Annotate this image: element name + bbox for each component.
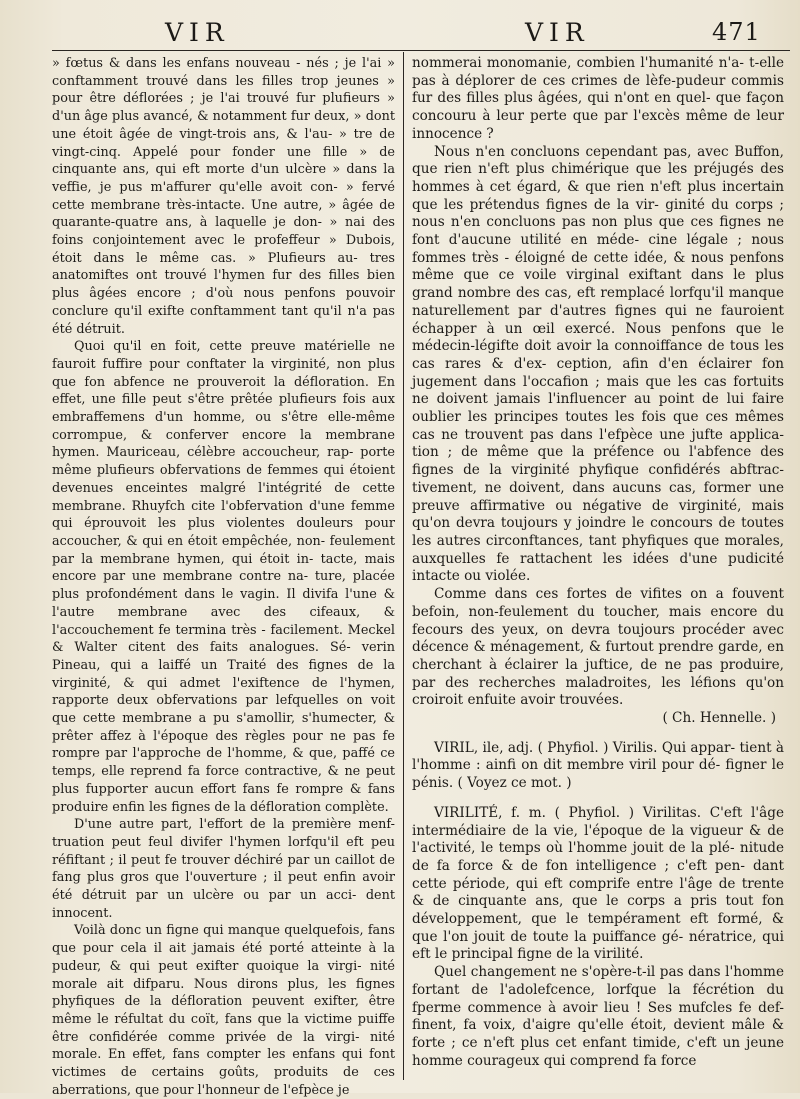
- left-paragraph-3: D'une autre part, l'effort de la première menf- truation peut feul divifer l'hymen lorfqu'il eft peu réfiftant ; il peut fe trouver déchiré par un caillot de fang plus gros que l'ouverture ; il peut enfin avoir été détruit par un ulcère ou par un acci- dent innocent.: [52, 817, 395, 921]
- right-paragraph-3: Comme dans ces fortes de vifites on a fouvent befoin, non-feulement du toucher, mais encore du fecours des yeux, on devra toujours procéder avec décence & ménagement, & furtout prendre garde, en cherchant à éclairer la juftice, de ne pas produire, par des recherches maladroites, les léfions qu'on croiroit enfuite avoir trouvées.: [412, 586, 784, 709]
- right-column: [412, 55, 784, 1070]
- running-head-left: VIR: [165, 18, 230, 47]
- right-paragraph-1: nommerai monomanie, combien l'humanité n'a- t-elle pas à déplorer de ces crimes de lèfe-pudeur commis fur des filles plus âgées, qui n'ont en quel- que façon concouru à leur perte que par l'excès même de leur innocence ?: [412, 55, 784, 142]
- right-paragraph-2: Nous n'en concluons cependant pas, avec Buffon, que rien n'eft plus chimérique que les préjugés des hommes à cet égard, & que rien n'eft plus incertain que les prétendus fignes de la vir- ginité du corps ; nous n'en concluons pas non plus que ces fignes ne font d'aucune utilité en méde- cine légale ; nous fommes très - éloigné de cette idée, & nous penfons même que ce voile virginal exiftant dans le plus grand nombre des cas, eft remplacé lorfqu'il manque naturellement par d'autres fignes qui ne fauroient échapper à un œil exercé. Nous penfons que le médecin-légifte doit avoir la connoiffance de tous les cas rares & d'ex- ception, afin d'en éclairer fon jugement dans l'occafion ; mais que les cas fortuits ne doivent jamais l'influencer au point de lui faire oublier les principes toutes les fois que ces mêmes cas ne trouvent pas dans l'efpèce une jufte applica- tion ; de même que la préfence ou l'abfence des fignes de la virginité phyfique confidérés abftrac- tivement, ne doivent, dans aucuns cas, former une preuve affirmative ou négative de virginité, mais qu'on devra toujours y joindre le concours de toutes les autres circonftances, tant phyfiques que morales, auxquelles fe rattachent les idées d'une pudicité intacte ou violée.: [412, 143, 784, 585]
- author-signature: ( Ch. Hennelle. ): [662, 710, 776, 727]
- column-divider: [403, 52, 404, 1080]
- header-rule: [52, 50, 790, 51]
- running-head: [0, 12, 800, 52]
- running-head-right: VIR: [525, 18, 590, 47]
- left-paragraph-1: » fœtus & dans les enfans nouveau - nés ; je l'ai » conftamment trouvé dans les filles trop jeunes » pour être déflorées ; je l'ai trouvé fur plufieurs » d'un âge plus avancé, & notamment fur deux, » dont une étoit âgée de vingt-trois ans, & l'au- » tre de vingt-cinq. Appelé pour fonder une fille » de cinquante ans, qui eft morte d'un ulcère » dans la veffie, je pus m'affurer qu'elle avoit con- » fervé cette membrane très-intacte. Une autre, » âgée de quarante-quatre ans, à laquelle je don- » nai des foins conjointement avec le profeffeur » Dubois, étoit dans le même cas. » Plufieurs au- tres anatomiftes ont trouvé l'hymen fur des filles bien plus âgées encore ; d'où nous penfons pouvoir conclure qu'il exifte conftamment tant qu'il n'a pas été détruit.: [52, 56, 395, 337]
- entry-virilite: VIRILITÉ, f. m. ( Phyfiol. ) Virilitas. C'eft l'âge intermédiaire de la vie, l'époque de la vigueur & de l'activité, le temps où l'homme jouit de la plé- nitude de fa force & de fon intelligence ; c'eft pen- dant cette période, qui eft comprife entre l'âge de trente & de cinquante ans, que le corps a pris tout fon développement, que le tempérament eft formé, & que l'on jouit de toute la puiffance gé- nératrice, qui eft le principal figne de la virilité.: [412, 804, 784, 963]
- left-paragraph-2: Quoi qu'il en foit, cette preuve matérielle ne fauroit fuffire pour conftater la virginité, non plus que fon abfence ne prouveroit la défloration. En effet, une fille peut s'être prêtée plufieurs fois aux embraffemens d'un homme, ou s'être elle-même corrompue, & conferver encore la membrane hymen. Mauriceau, célèbre accoucheur, rap- porte même plufieurs obfervations de femmes qui étoient devenues enceintes malgré l'intégrité de cette membrane. Rhuyfch cite l'obfervation d'une femme qui éprouvoit les plus violentes douleurs pour accoucher, & qui en étoit empêchée, non- feulement par la membrane hymen, qui étoit in- tacte, mais encore par une membrane contre na- ture, placée plus profondément dans le vagin. Il divifa l'une & l'autre membrane avec des cifeaux, & l'accouchement fe termina très - facilement. Meckel & Walter citent des faits analogues. Sé- verin Pineau, qui a laiffé un Traité des fignes de la virginité, & qui admet l'exiftence de l'hymen, rapporte deux obfervations par lefquelles on voit que cette membrane a pu s'amollir, s'humecter, & prêter affez à l'époque des règles pour ne pas fe rompre par l'approche de l'homme, & que, paffé ce temps, elle reprend fa force contractive, & ne peut plus fupporter aucun effort fans fe rompre & fans produire enfin les fignes de la défloration complète.: [52, 339, 395, 815]
- page-number: 471: [712, 18, 761, 46]
- left-column: [52, 55, 395, 1099]
- left-paragraph-4: Voilà donc un figne qui manque quelquefois, fans que pour cela il ait jamais été porté atteinte à la pudeur, & qui peut exifter quoique la virgi- nité morale ait difparu. Nous dirons plus, les fignes phyfiques de la défloration peuvent exifter, être même le réfultat du coït, fans que la victime puiffe être confidérée comme privée de la virgi- nité morale. En effet, fans compter les enfans qui font victimes de certains goûts, produits de ces aberrations, que pour l'honneur de l'efpèce je: [52, 923, 395, 1098]
- right-paragraph-last: Quel changement ne s'opère-t-il pas dans l'homme fortant de l'adolefcence, lorfque la fécrétion du fperme commence à avoir lieu ! Ses mufcles fe def- finent, fa voix, d'aigre qu'elle étoit, devient mâle & forte ; ce n'eft plus cet enfant timide, c'eft un jeune homme courageux qui comprend fa force: [412, 964, 784, 1069]
- entry-viril: VIRIL, ile, adj. ( Phyfiol. ) Virilis. Qui appar- tient à l'homme : ainfi on dit membre viril pour dé- figner le pénis. ( Voyez ce mot. ): [412, 739, 784, 792]
